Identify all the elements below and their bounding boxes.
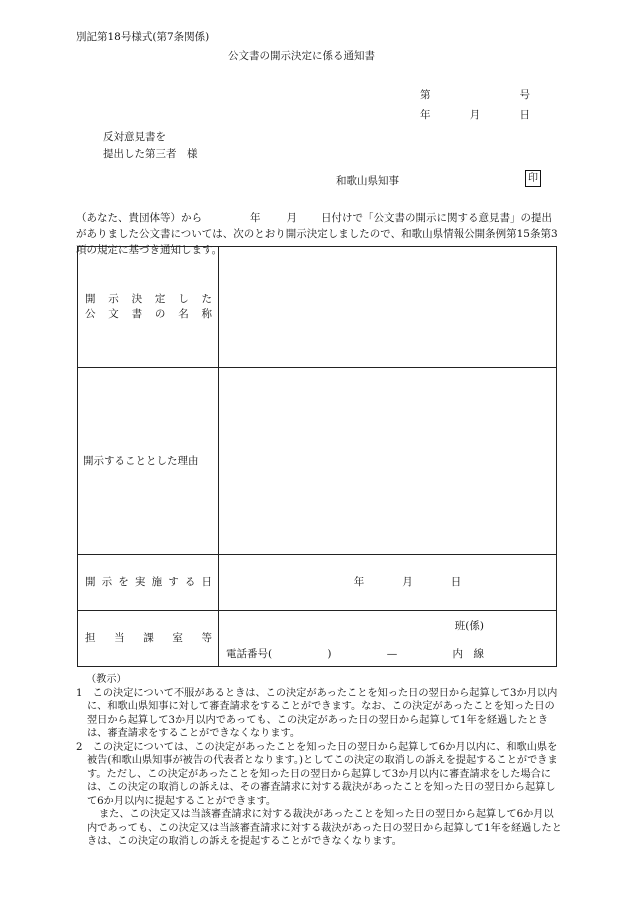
label-char: 決 (131, 293, 143, 305)
addressee-line-2: 提出した第三者 様 (103, 148, 198, 160)
contact-value[interactable] (219, 611, 557, 667)
label-char: 担 (85, 632, 96, 644)
label-char: 公 (85, 308, 96, 320)
telephone-close: ) (327, 647, 332, 660)
document-name-label-1 (85, 292, 212, 307)
table-row (78, 611, 557, 667)
intro-date-year: 年 (250, 212, 261, 224)
label-char: 開 (85, 576, 96, 588)
table-row (78, 368, 557, 555)
disclosure-date-value[interactable] (219, 555, 557, 611)
label-char: る (184, 576, 196, 588)
document-date-line (420, 108, 530, 123)
contact-label-cell (78, 611, 219, 667)
telephone-dash: — (386, 647, 398, 660)
date-month: 月 (469, 109, 481, 121)
label-char: の (154, 308, 166, 320)
instructions (76, 673, 562, 849)
instructions-heading: （教示） (86, 674, 127, 685)
extension-label: 内 線 (452, 647, 484, 660)
label-char: た (201, 293, 212, 305)
label-char: 当 (114, 632, 125, 644)
intro-part-1: （あなた、貴団体等）から (76, 212, 202, 224)
intro-part-2: 日付けで「公文書の開示に関する意見書」の提出がありました公文書については、次のとおり開示決定しましたので、和歌山県情報公開条例第15条第3項の規定に基づき通知します。 (76, 212, 558, 256)
notice-table (77, 246, 557, 667)
contact-label (85, 631, 212, 646)
label-char: し (178, 293, 189, 305)
document-name-label-2 (85, 307, 212, 322)
disclosure-date-label (85, 575, 212, 590)
document-number-line (420, 88, 530, 103)
label-char: 施 (151, 576, 163, 588)
label-char: 定 (154, 293, 166, 305)
document-name-label-cell (78, 247, 219, 368)
number-suffix: 号 (519, 89, 530, 101)
disclosure-year: 年 (353, 576, 365, 588)
label-char: 書 (131, 308, 143, 320)
instruction-item-2-continued: また、この決定又は当該審査請求に対する裁決があったことを知った日の翌日から起算して6か月以内であっても、この決定又は当該審査請求に対する裁決があった日の翌日から起算して1年を経過したときは、この決定の取消しの訴えを提起することができなくなります。 (87, 809, 562, 847)
label-char: 称 (201, 308, 212, 320)
issuer-name: 和歌山県知事 (336, 175, 399, 187)
label-char: 開 (85, 293, 96, 305)
label-char: 実 (134, 576, 146, 588)
seal-mark: 印 (525, 170, 541, 187)
telephone-line (226, 647, 484, 662)
telephone-label: 電話番号( (226, 647, 273, 660)
label-char: 室 (172, 632, 183, 644)
label-char: 示 (101, 576, 113, 588)
label-char: 示 (108, 293, 119, 305)
label-char: 課 (143, 632, 154, 644)
instruction-item-2: 2 この決定については、この決定があったことを知った日の翌日から起算して6か月以内に、和歌山県を被告(和歌山県知事が被告の代表者となります。)としてこの決定の取消しの訴えを提起することができます。ただし、この決定があったことを知った日の翌日から起算して3か月以内に審査請求をした場合には、この決定の取消しの訴えは、その審査請求に対する裁決があったことを知った日の翌日から起算して6か月以内に提起することができます。 (76, 741, 558, 807)
label-char: す (168, 576, 179, 588)
instruction-item-1: 1 この決定について不服があるときは、この決定があったことを知った日の翌日から起算して3か月以内に、和歌山県知事に対して審査請求をすることができます。なお、この決定があったことを知った日の翌日から起算して3か月以内であっても、この決定があった日の翌日から起算して1年を経過したときは、審査請求をすることができなくなります。 (76, 687, 558, 739)
team-label: 班(係) (454, 619, 484, 632)
table-row (78, 555, 557, 611)
label-char: を (118, 576, 129, 588)
addressee-line-1: 反対意見書を (103, 131, 166, 143)
addressee (103, 129, 198, 163)
label-char: 日 (201, 576, 212, 588)
label-char: 文 (108, 308, 119, 320)
label-char: 名 (178, 308, 189, 320)
date-day: 日 (519, 109, 530, 121)
reason-label: 開示することとした理由 (78, 368, 219, 555)
form-number: 別記第18号様式(第7条関係) (76, 31, 210, 43)
document-title: 公文書の開示決定に係る通知書 (228, 50, 375, 62)
label-char: 等 (201, 632, 212, 644)
disclosure-month: 月 (402, 576, 413, 588)
date-year: 年 (420, 109, 431, 121)
table-row (78, 247, 557, 368)
disclosure-date-label-cell (78, 555, 219, 611)
intro-date-month: 月 (286, 212, 297, 224)
reason-value[interactable] (219, 368, 557, 555)
number-prefix: 第 (420, 89, 431, 101)
disclosure-day: 日 (450, 576, 462, 588)
document-name-value[interactable] (219, 247, 557, 368)
